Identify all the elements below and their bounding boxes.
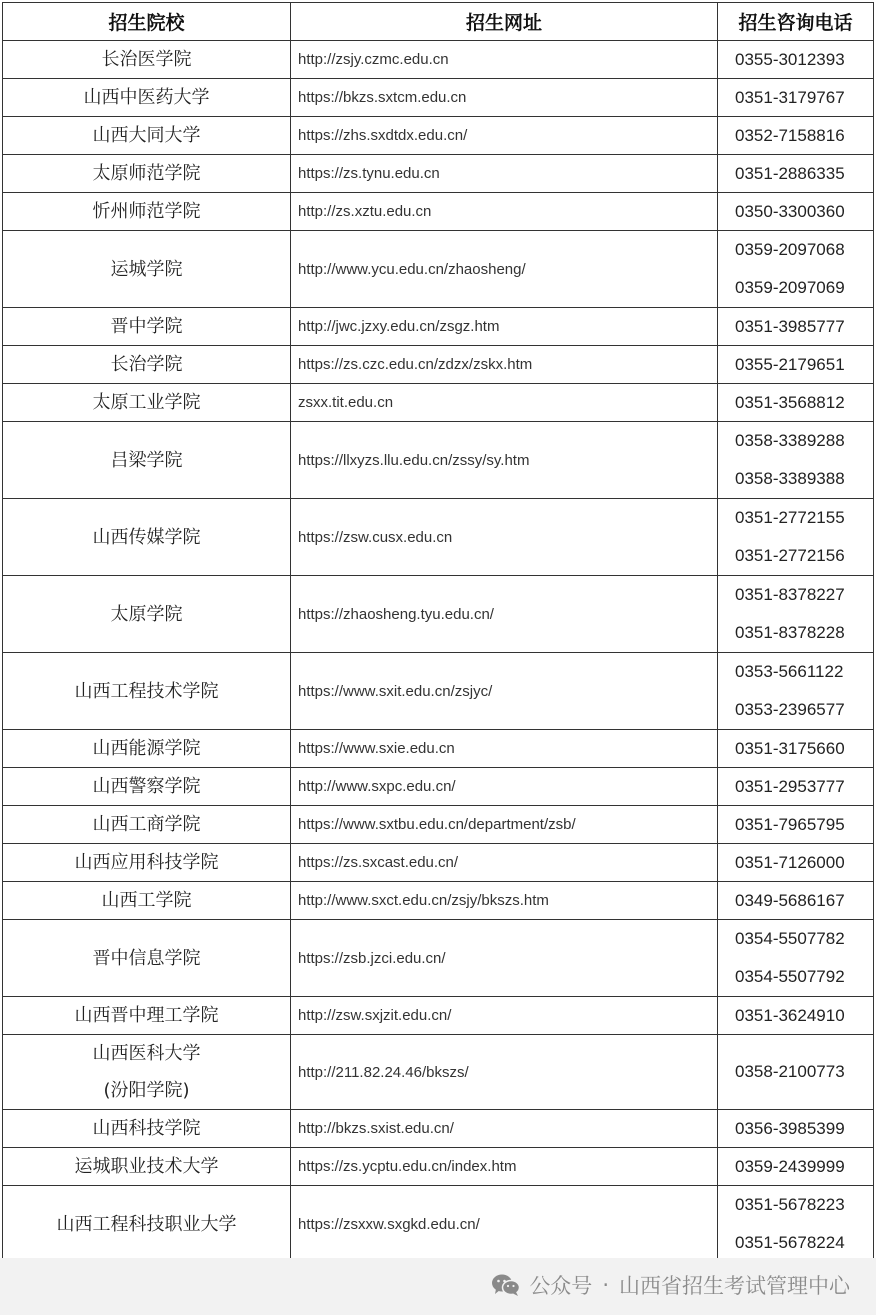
- phone-number: 0358-3389288: [735, 431, 845, 450]
- url-cell[interactable]: https://zhs.sxdtdx.edu.cn/: [291, 117, 718, 155]
- phone-number: 0351-5678223: [735, 1195, 845, 1214]
- table-row: [3, 997, 874, 1035]
- phone-number: 0351-2886335: [735, 164, 845, 183]
- table-row: [3, 499, 874, 576]
- url-cell[interactable]: zsxx.tit.edu.cn: [291, 384, 718, 422]
- phone-number: 0351-3985777: [735, 317, 845, 336]
- school-name: 运城学院: [110, 258, 183, 280]
- school-name: 太原学院: [110, 603, 183, 625]
- admissions-table: [2, 2, 874, 1263]
- school-cell: [3, 806, 291, 844]
- table-row: [3, 844, 874, 882]
- phone-number: 0359-2439999: [735, 1157, 845, 1176]
- table-row: [3, 308, 874, 346]
- phone-cell: [718, 768, 874, 806]
- school-cell: [3, 844, 291, 882]
- school-name: 山西工商学院: [92, 814, 201, 835]
- school-cell: [3, 41, 291, 79]
- phone-number: 0351-7965795: [735, 815, 845, 834]
- table-row: [3, 79, 874, 117]
- url-cell[interactable]: https://zsb.jzci.edu.cn/: [291, 920, 718, 997]
- phone-cell: [718, 653, 874, 730]
- url-cell[interactable]: https://zsxxw.sxgkd.edu.cn/: [291, 1186, 718, 1263]
- school-name: 运城职业技术大学: [74, 1156, 219, 1177]
- school-cell: [3, 653, 291, 730]
- phone-cell: [718, 1186, 874, 1263]
- phone-cell: [718, 155, 874, 193]
- school-name: 吕梁学院: [110, 449, 183, 471]
- phone-number: 0351-5678224: [735, 1233, 845, 1252]
- school-name: 山西大同大学: [92, 125, 201, 146]
- table-row: [3, 920, 874, 997]
- school-cell: [3, 79, 291, 117]
- school-cell: [3, 193, 291, 231]
- school-name: 忻州师范学院: [92, 201, 201, 222]
- table-row: [3, 1110, 874, 1148]
- phone-number: 0351-7126000: [735, 853, 845, 872]
- school-name: 山西工程技术学院: [74, 680, 219, 702]
- table-row: [3, 806, 874, 844]
- table-row: [3, 41, 874, 79]
- school-cell: [3, 768, 291, 806]
- url-cell[interactable]: http://www.sxpc.edu.cn/: [291, 768, 718, 806]
- url-cell[interactable]: http://bkzs.sxist.edu.cn/: [291, 1110, 718, 1148]
- phone-number: 0358-3389388: [735, 469, 845, 488]
- school-cell: [3, 1035, 291, 1110]
- table-row: [3, 117, 874, 155]
- url-cell[interactable]: http://jwc.jzxy.edu.cn/zsgz.htm: [291, 308, 718, 346]
- footer-watermark: [0, 1258, 876, 1315]
- table-row: [3, 346, 874, 384]
- phone-cell: [718, 806, 874, 844]
- url-cell[interactable]: https://zs.sxcast.edu.cn/: [291, 844, 718, 882]
- phone-number: 0354-5507792: [735, 967, 845, 986]
- phone-number: 0351-8378227: [735, 585, 845, 604]
- phone-cell: [718, 308, 874, 346]
- school-cell: [3, 117, 291, 155]
- phone-cell: [718, 231, 874, 308]
- school-name: 太原工业学院: [92, 392, 201, 413]
- table-row: [3, 768, 874, 806]
- phone-number: 0351-8378228: [735, 623, 845, 642]
- table-row: [3, 653, 874, 730]
- footer-separator: ·: [602, 1273, 609, 1297]
- url-cell[interactable]: http://zsjy.czmc.edu.cn: [291, 41, 718, 79]
- table-row: [3, 422, 874, 499]
- phone-number: 0355-3012393: [735, 50, 845, 69]
- phone-cell: [718, 1148, 874, 1186]
- table-body: [3, 41, 874, 1263]
- phone-number: 0351-2772156: [735, 546, 845, 565]
- school-name: (汾阳学院): [103, 1080, 190, 1101]
- url-cell[interactable]: https://zs.tynu.edu.cn: [291, 155, 718, 193]
- phone-number: 0351-3179767: [735, 88, 845, 107]
- school-name: 山西晋中理工学院: [74, 1005, 219, 1026]
- footer-account: 山西省招生考试管理中心: [619, 1274, 850, 1298]
- phone-number: 0351-3624910: [735, 1006, 845, 1025]
- url-cell[interactable]: https://bkzs.sxtcm.edu.cn: [291, 79, 718, 117]
- school-cell: [3, 882, 291, 920]
- phone-cell: [718, 117, 874, 155]
- url-cell[interactable]: https://zs.ycptu.edu.cn/index.htm: [291, 1148, 718, 1186]
- school-name: 山西能源学院: [92, 738, 201, 759]
- school-name: 山西传媒学院: [92, 526, 201, 548]
- url-cell[interactable]: http://zs.xztu.edu.cn: [291, 193, 718, 231]
- school-name: 长治医学院: [101, 49, 192, 70]
- header-url: 招生网址: [291, 3, 718, 41]
- header-school: 招生院校: [3, 3, 291, 41]
- url-cell[interactable]: https://llxyzs.llu.edu.cn/zssy/sy.htm: [291, 422, 718, 499]
- phone-cell: [718, 422, 874, 499]
- school-cell: [3, 231, 291, 308]
- school-name: 山西科技学院: [92, 1118, 201, 1139]
- school-name: 山西警察学院: [92, 776, 201, 797]
- url-cell[interactable]: https://www.sxie.edu.cn: [291, 730, 718, 768]
- school-cell: [3, 920, 291, 997]
- header-phone: 招生咨询电话: [718, 3, 874, 41]
- school-name: 晋中信息学院: [92, 947, 201, 969]
- school-name: 山西应用科技学院: [74, 852, 219, 873]
- wechat-icon: [491, 1273, 521, 1297]
- url-cell[interactable]: http://www.sxct.edu.cn/zsjy/bkszs.htm: [291, 882, 718, 920]
- school-cell: [3, 997, 291, 1035]
- table-row: [3, 730, 874, 768]
- phone-cell: [718, 346, 874, 384]
- url-cell[interactable]: https://www.sxit.edu.cn/zsjyc/: [291, 653, 718, 730]
- url-cell[interactable]: http://zsw.sxjzit.edu.cn/: [291, 997, 718, 1035]
- url-cell[interactable]: https://zs.czc.edu.cn/zdzx/zskx.htm: [291, 346, 718, 384]
- phone-number: 0356-3985399: [735, 1119, 845, 1138]
- school-cell: [3, 1186, 291, 1263]
- url-cell[interactable]: https://zsw.cusx.edu.cn: [291, 499, 718, 576]
- table-row: [3, 155, 874, 193]
- phone-cell: [718, 730, 874, 768]
- school-name: 山西工程科技职业大学: [56, 1213, 237, 1235]
- phone-number: 0350-3300360: [735, 202, 845, 221]
- phone-cell: [718, 1035, 874, 1110]
- phone-number: 0352-7158816: [735, 126, 845, 145]
- phone-number: 0355-2179651: [735, 355, 845, 374]
- table-row: [3, 384, 874, 422]
- school-name: 太原师范学院: [92, 163, 201, 184]
- table-row: [3, 1035, 874, 1110]
- school-cell: [3, 576, 291, 653]
- school-cell: [3, 308, 291, 346]
- school-cell: [3, 499, 291, 576]
- school-cell: [3, 155, 291, 193]
- phone-number: 0353-5661122: [735, 662, 844, 681]
- school-name: 长治学院: [110, 354, 183, 375]
- school-cell: [3, 384, 291, 422]
- phone-number: 0353-2396577: [735, 700, 845, 719]
- url-cell[interactable]: http://211.82.24.46/bkszs/: [291, 1035, 718, 1110]
- phone-number: 0359-2097068: [735, 240, 845, 259]
- phone-number: 0354-5507782: [735, 929, 845, 948]
- phone-cell: [718, 193, 874, 231]
- phone-number: 0359-2097069: [735, 278, 845, 297]
- phone-cell: [718, 997, 874, 1035]
- url-cell[interactable]: http://www.ycu.edu.cn/zhaosheng/: [291, 231, 718, 308]
- table-row: [3, 576, 874, 653]
- phone-cell: [718, 79, 874, 117]
- table-row: [3, 231, 874, 308]
- phone-number: 0351-2953777: [735, 777, 845, 796]
- school-cell: [3, 730, 291, 768]
- school-cell: [3, 422, 291, 499]
- phone-number: 0349-5686167: [735, 891, 845, 910]
- table-header-row: [3, 3, 874, 41]
- school-cell: [3, 1110, 291, 1148]
- phone-number: 0351-3175660: [735, 739, 845, 758]
- school-name: 山西医科大学: [92, 1043, 201, 1064]
- table-row: [3, 882, 874, 920]
- url-cell[interactable]: https://www.sxtbu.edu.cn/department/zsb/: [291, 806, 718, 844]
- phone-number: 0358-2100773: [735, 1062, 845, 1081]
- school-name: 山西工学院: [101, 890, 192, 911]
- phone-cell: [718, 920, 874, 997]
- phone-cell: [718, 499, 874, 576]
- phone-cell: [718, 882, 874, 920]
- phone-number: 0351-2772155: [735, 508, 845, 527]
- phone-number: 0351-3568812: [735, 393, 845, 412]
- phone-cell: [718, 41, 874, 79]
- footer-source: 公众号: [529, 1274, 593, 1298]
- phone-cell: [718, 576, 874, 653]
- table-row: [3, 193, 874, 231]
- school-cell: [3, 346, 291, 384]
- table-row: [3, 1148, 874, 1186]
- school-name: 山西中医药大学: [83, 87, 210, 108]
- phone-cell: [718, 844, 874, 882]
- phone-cell: [718, 384, 874, 422]
- phone-cell: [718, 1110, 874, 1148]
- school-name: 晋中学院: [110, 316, 183, 337]
- url-cell[interactable]: https://zhaosheng.tyu.edu.cn/: [291, 576, 718, 653]
- school-cell: [3, 1148, 291, 1186]
- table-row: [3, 1186, 874, 1263]
